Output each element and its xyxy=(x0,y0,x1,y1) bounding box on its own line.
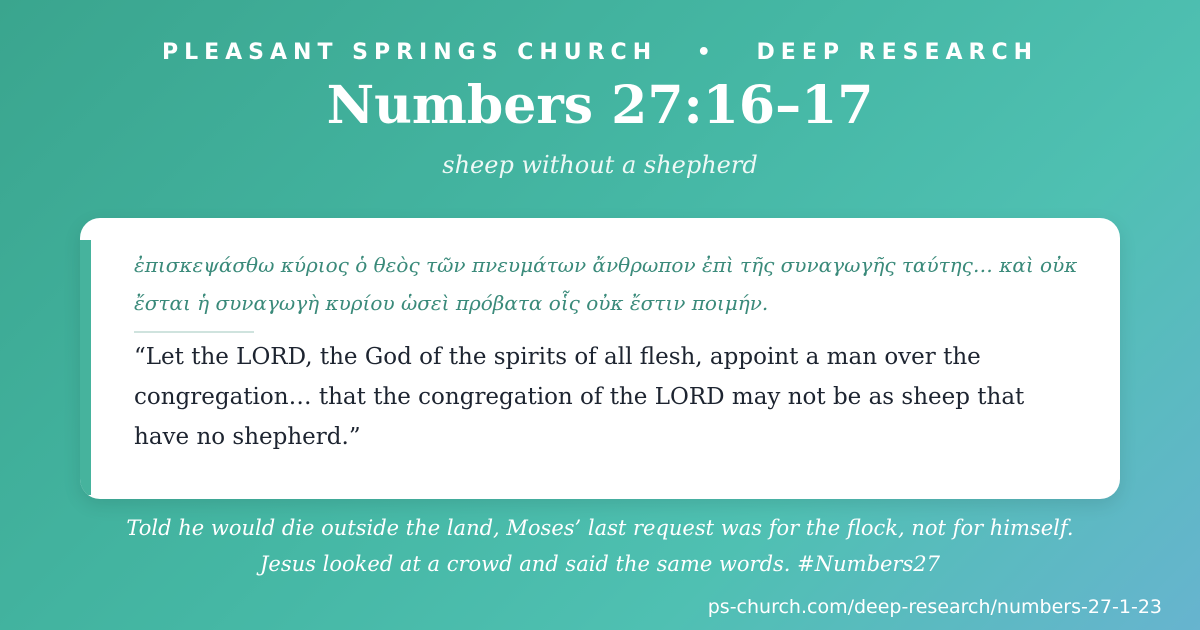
organization-name: PLEASANT SPRINGS CHURCH xyxy=(161,40,658,65)
greek-text: ἐπισκεψάσθω κύριος ὁ θεὸς τῶν πνευμάτων ἄνθρωπον ἐπὶ τῆς συναγωγῆς ταύτης… καὶ οὐκ ἔσται ἡ συναγωγὴ κυρίου ὡσεὶ πρόβατα οἷς οὐκ ἔστιν ποιμήν. xyxy=(134,253,1078,315)
scripture-card xyxy=(80,218,1120,499)
text-divider xyxy=(134,331,254,333)
commentary xyxy=(60,510,1140,582)
organization-line xyxy=(0,38,1200,68)
commentary-line-1: Told he would die outside the land, Moses’ last request was for the flock, not for himself. xyxy=(126,516,1074,540)
passage-subtitle: sheep without a shepherd xyxy=(442,151,758,179)
separator-dot: • xyxy=(696,40,717,65)
footer-url[interactable]: ps-church.com/deep-research/numbers-27-1-23 xyxy=(707,596,1162,618)
card-accent-bar xyxy=(80,240,91,495)
header xyxy=(0,38,1200,180)
english-translation: “Let the LORD, the God of the spirits of all flesh, appoint a man over the congregation… that the congregation of the LORD may not be as sheep that have no shepherd.” xyxy=(134,344,1025,450)
commentary-line-2: Jesus looked at a crowd and said the same words. #Numbers27 xyxy=(260,552,940,576)
series-name: DEEP RESEARCH xyxy=(756,40,1038,65)
passage-title: Numbers 27:16–17 xyxy=(326,75,874,136)
